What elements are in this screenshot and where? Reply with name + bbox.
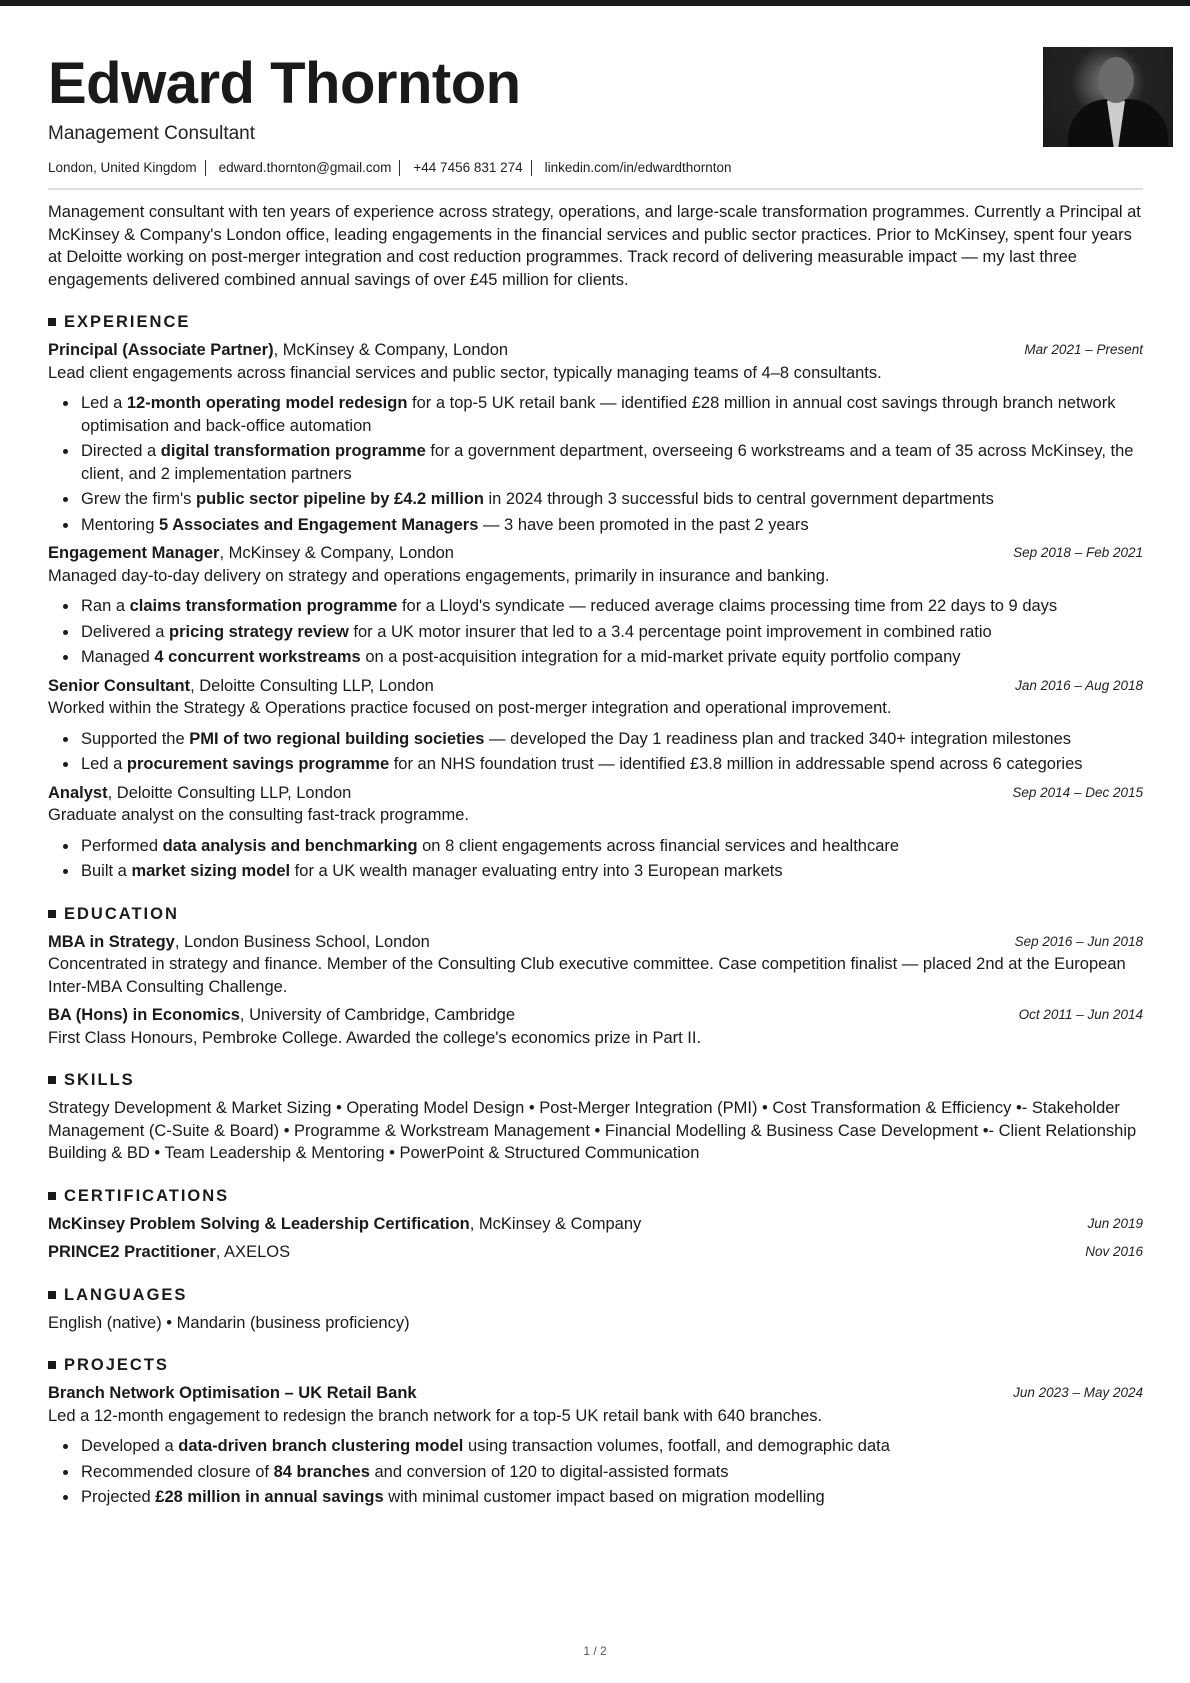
- bullet-item: [48, 595, 1143, 618]
- bullet-text: Developed a: [81, 1437, 179, 1455]
- entry-description: Concentrated in strategy and finance. Member of the Consulting Club executive committee. Case competition finalist — placed 2nd at the European Inter-MBA Consulting Challenge.: [48, 955, 1126, 996]
- bullet-text: Mentoring: [81, 515, 159, 534]
- bullet-list: [48, 392, 1143, 536]
- languages-list: English (native) • Mandarin (business proficiency): [48, 1313, 410, 1332]
- entry-description: First Class Honours, Pembroke College. Awarded the college's economics prize in Part II.: [48, 1028, 702, 1047]
- bullet-text: for a government department, overseeing 6 workstreams and a team of 35 across McKinsey, the client, and 2 implementation partners: [81, 442, 1134, 483]
- bullet-text: Delivered a: [81, 622, 170, 641]
- bullet-item: [48, 392, 1143, 437]
- entry-title: [48, 931, 430, 954]
- bullet-highlight: 4 concurrent workstreams: [154, 648, 361, 666]
- entry-date: Jun 2023 – May 2024: [1013, 1385, 1143, 1400]
- square-bullet-icon: [48, 910, 56, 918]
- section-title: PROJECTS: [64, 1356, 169, 1374]
- section-title: LANGUAGES: [64, 1285, 188, 1304]
- entry-role: Branch Network Optimisation – UK Retail Bank: [48, 1384, 417, 1402]
- bullet-text: for a UK motor insurer that led to a 3.4 percentage point improvement in combined ratio: [348, 622, 992, 641]
- entry-org: , London Business School, London: [174, 932, 430, 951]
- entry-role: BA (Hons) in Economics: [48, 1006, 240, 1024]
- section-heading-experience: [48, 311, 1143, 333]
- entry-role: MBA in Strategy: [48, 932, 175, 951]
- entry-date: Sep 2016 – Jun 2018: [1014, 933, 1143, 949]
- top-bar: [0, 0, 1190, 6]
- bullet-text: for a top-5 UK retail bank — identified £28 million in annual cost savings through branch network optimisation and back-office automation: [81, 394, 1116, 435]
- section-heading-languages: [48, 1284, 1143, 1306]
- bullet-text: Grew the firm's: [81, 490, 197, 508]
- section-title: SKILLS: [64, 1071, 135, 1089]
- bullet-highlight: data analysis and benchmarking: [162, 836, 418, 855]
- entry-date: Mar 2021 – Present: [1024, 342, 1143, 357]
- email: edward.thornton@gmail.com: [219, 160, 401, 176]
- bullet-text: Performed: [81, 836, 163, 855]
- bullet-text: Supported the: [81, 729, 190, 748]
- bullet-text: for an NHS foundation trust — identified £3.8 million in addressable spend across 6 categories: [389, 755, 1083, 773]
- bullet-text: using transaction volumes, footfall, and demographic data: [463, 1437, 890, 1455]
- linkedin: linkedin.com/in/edwardthornton: [544, 160, 732, 175]
- bullet-text: Recommended closure of: [81, 1462, 274, 1481]
- entry-header: [48, 1382, 1143, 1405]
- entry-date: Sep 2018 – Feb 2021: [1013, 545, 1143, 560]
- section-title: EDUCATION: [64, 904, 179, 923]
- entry-org: , Deloitte Consulting LLP, London: [190, 676, 434, 695]
- divider: [48, 188, 1143, 190]
- entry-header: [48, 931, 1143, 954]
- square-bullet-icon: [48, 1291, 56, 1299]
- entry-description: Graduate analyst on the consulting fast-track programme.: [48, 806, 469, 824]
- entry-description: Led a 12-month engagement to redesign the branch network for a top-5 UK retail bank with 640 branches.: [48, 1406, 823, 1425]
- square-bullet-icon: [48, 1192, 56, 1200]
- entry-role: Analyst: [48, 783, 108, 802]
- entry-header: [48, 542, 1143, 565]
- bullet-list: [48, 595, 1143, 669]
- entry-role: Principal (Associate Partner): [48, 341, 274, 359]
- profile-photo: [1043, 47, 1173, 147]
- bullet-list: [48, 728, 1143, 776]
- entry-org: , University of Cambridge, Cambridge: [239, 1006, 516, 1024]
- section-heading-skills: [48, 1069, 1143, 1091]
- bullet-highlight: 84 branches: [273, 1462, 370, 1481]
- section-heading-education: [48, 903, 1143, 925]
- entry-org: , McKinsey & Company, London: [219, 544, 454, 562]
- entry-org: , McKinsey & Company: [469, 1214, 642, 1233]
- bullet-highlight: claims transformation programme: [129, 597, 398, 615]
- entry-header: [48, 339, 1143, 362]
- bullet-highlight: £28 million in annual savings: [155, 1488, 384, 1506]
- bullet-highlight: market sizing model: [131, 862, 291, 880]
- candidate-name: Edward Thornton: [48, 51, 521, 116]
- entry-header: [48, 1213, 1143, 1236]
- entry-description: Lead client engagements across financial services and public sector, typically managing teams of 4–8 consultants.: [48, 363, 882, 382]
- entry-date: Jun 2019: [1087, 1215, 1143, 1231]
- bullet-text: Ran a: [81, 597, 130, 615]
- entry-header: [48, 675, 1143, 698]
- entry-title: [48, 1004, 515, 1027]
- bullet-text: and conversion of 120 to digital-assisted formats: [369, 1462, 729, 1481]
- bullet-highlight: procurement savings programme: [126, 755, 390, 773]
- entry-title: [48, 1382, 417, 1405]
- bullet-item: [48, 728, 1143, 751]
- bullet-item: [48, 753, 1143, 776]
- entry-title: [48, 542, 454, 565]
- bullet-item: [48, 860, 1143, 883]
- section-title: EXPERIENCE: [64, 313, 191, 331]
- bullet-text: Led a: [81, 755, 127, 773]
- bullet-item: [48, 835, 1143, 858]
- bullet-item: [48, 1461, 1143, 1484]
- entry-org: , AXELOS: [215, 1243, 291, 1261]
- bullet-highlight: public sector pipeline by £4.2 million: [196, 490, 484, 508]
- entry-header: [48, 782, 1143, 805]
- bullet-item: [48, 621, 1143, 644]
- summary: Management consultant with ten years of experience across strategy, operations, and large-scale transformation programmes. Currently a Principal at McKinsey & Company's London office, leading engagements in the financial services and public sector practices. Prior to McKinsey, spent four years at Deloitte working on post-merger integration and cost reduction programmes. Track record of delivering measurable impact — my last three engagements delivered combined annual savings of over £45 million for clients.: [48, 203, 1141, 289]
- entry-title: [48, 1213, 641, 1236]
- job-title: Management Consultant: [48, 123, 256, 144]
- bullet-text: in 2024 through 3 successful bids to central government departments: [483, 490, 994, 508]
- section-heading-projects: [48, 1354, 1143, 1376]
- bullet-text: — 3 have been promoted in the past 2 years: [478, 515, 809, 534]
- bullet-text: for a Lloyd's syndicate — reduced average claims processing time from 22 days to 9 days: [397, 597, 1058, 615]
- phone: +44 7456 831 274: [413, 160, 531, 176]
- bullet-text: with minimal customer impact based on migration modelling: [383, 1488, 825, 1506]
- entry-description: Managed day-to-day delivery on strategy and operations engagements, primarily in insurance and banking.: [48, 566, 830, 585]
- bullet-item: [48, 488, 1143, 511]
- bullet-text: Directed a: [81, 442, 161, 460]
- entry-description: Worked within the Strategy & Operations practice focused on post-merger integration and operational improvement.: [48, 699, 892, 717]
- entry-date: Nov 2016: [1085, 1244, 1143, 1259]
- entry-title: [48, 675, 434, 698]
- bullet-text: Managed: [81, 648, 155, 666]
- bullet-item: [48, 646, 1143, 669]
- bullet-highlight: pricing strategy review: [169, 622, 349, 641]
- entry-role: Senior Consultant: [48, 676, 191, 695]
- square-bullet-icon: [48, 318, 56, 326]
- square-bullet-icon: [48, 1076, 56, 1084]
- location: London, United Kingdom: [48, 160, 206, 176]
- section-heading-certifications: [48, 1185, 1143, 1207]
- bullet-text: for a UK wealth manager evaluating entry into 3 European markets: [290, 862, 783, 880]
- bullet-highlight: digital transformation programme: [160, 442, 426, 460]
- section-title: CERTIFICATIONS: [64, 1186, 230, 1205]
- bullet-item: [48, 514, 1143, 537]
- entry-title: [48, 782, 351, 805]
- entry-role: McKinsey Problem Solving & Leadership Certification: [48, 1214, 470, 1233]
- square-bullet-icon: [48, 1361, 56, 1369]
- skills-list: Strategy Development & Market Sizing • Operating Model Design • Post-Merger Integration (PMI) • Cost Transformation & Efficiency •- Stakeholder Management (C-Suite & Board) • Programme & Workstream Management • Financial Modelling & Business Case Development •- Client Relationship Building & BD • Team Leadership & Mentoring • PowerPoint & Structured Communication: [48, 1099, 1137, 1162]
- bullet-highlight: PMI of two regional building societies: [189, 729, 485, 748]
- bullet-highlight: 12-month operating model redesign: [126, 394, 408, 412]
- bullet-text: Built a: [81, 862, 132, 880]
- entry-date: Jan 2016 – Aug 2018: [1015, 677, 1143, 693]
- bullet-text: Led a: [81, 394, 127, 412]
- entry-org: , Deloitte Consulting LLP, London: [107, 783, 352, 802]
- bullet-highlight: data-driven branch clustering model: [178, 1437, 464, 1455]
- entry-date: Oct 2011 – Jun 2014: [1018, 1007, 1143, 1022]
- bullet-text: on a post-acquisition integration for a mid-market private equity portfolio company: [360, 648, 961, 666]
- contact-line: [48, 160, 1143, 176]
- page-number: 1 / 2: [583, 1644, 607, 1658]
- bullet-item: [48, 440, 1143, 485]
- entry-date: Sep 2014 – Dec 2015: [1012, 784, 1143, 800]
- entry-role: Engagement Manager: [48, 544, 220, 562]
- entry-title: [48, 339, 508, 362]
- resume-page: [48, 44, 1143, 1513]
- entry-role: PRINCE2 Practitioner: [48, 1243, 216, 1261]
- bullet-text: Projected: [81, 1488, 156, 1506]
- bullet-list: [48, 835, 1143, 883]
- entry-org: , McKinsey & Company, London: [273, 341, 509, 359]
- entry-header: [48, 1241, 1143, 1264]
- bullet-item: [48, 1486, 1143, 1509]
- bullet-highlight: 5 Associates and Engagement Managers: [158, 515, 479, 534]
- bullet-item: [48, 1435, 1143, 1458]
- bullet-text: — developed the Day 1 readiness plan and tracked 340+ integration milestones: [484, 729, 1072, 748]
- bullet-list: [48, 1435, 1143, 1509]
- entry-header: [48, 1004, 1143, 1027]
- entry-title: [48, 1241, 290, 1264]
- bullet-text: on 8 client engagements across financial services and healthcare: [417, 836, 900, 855]
